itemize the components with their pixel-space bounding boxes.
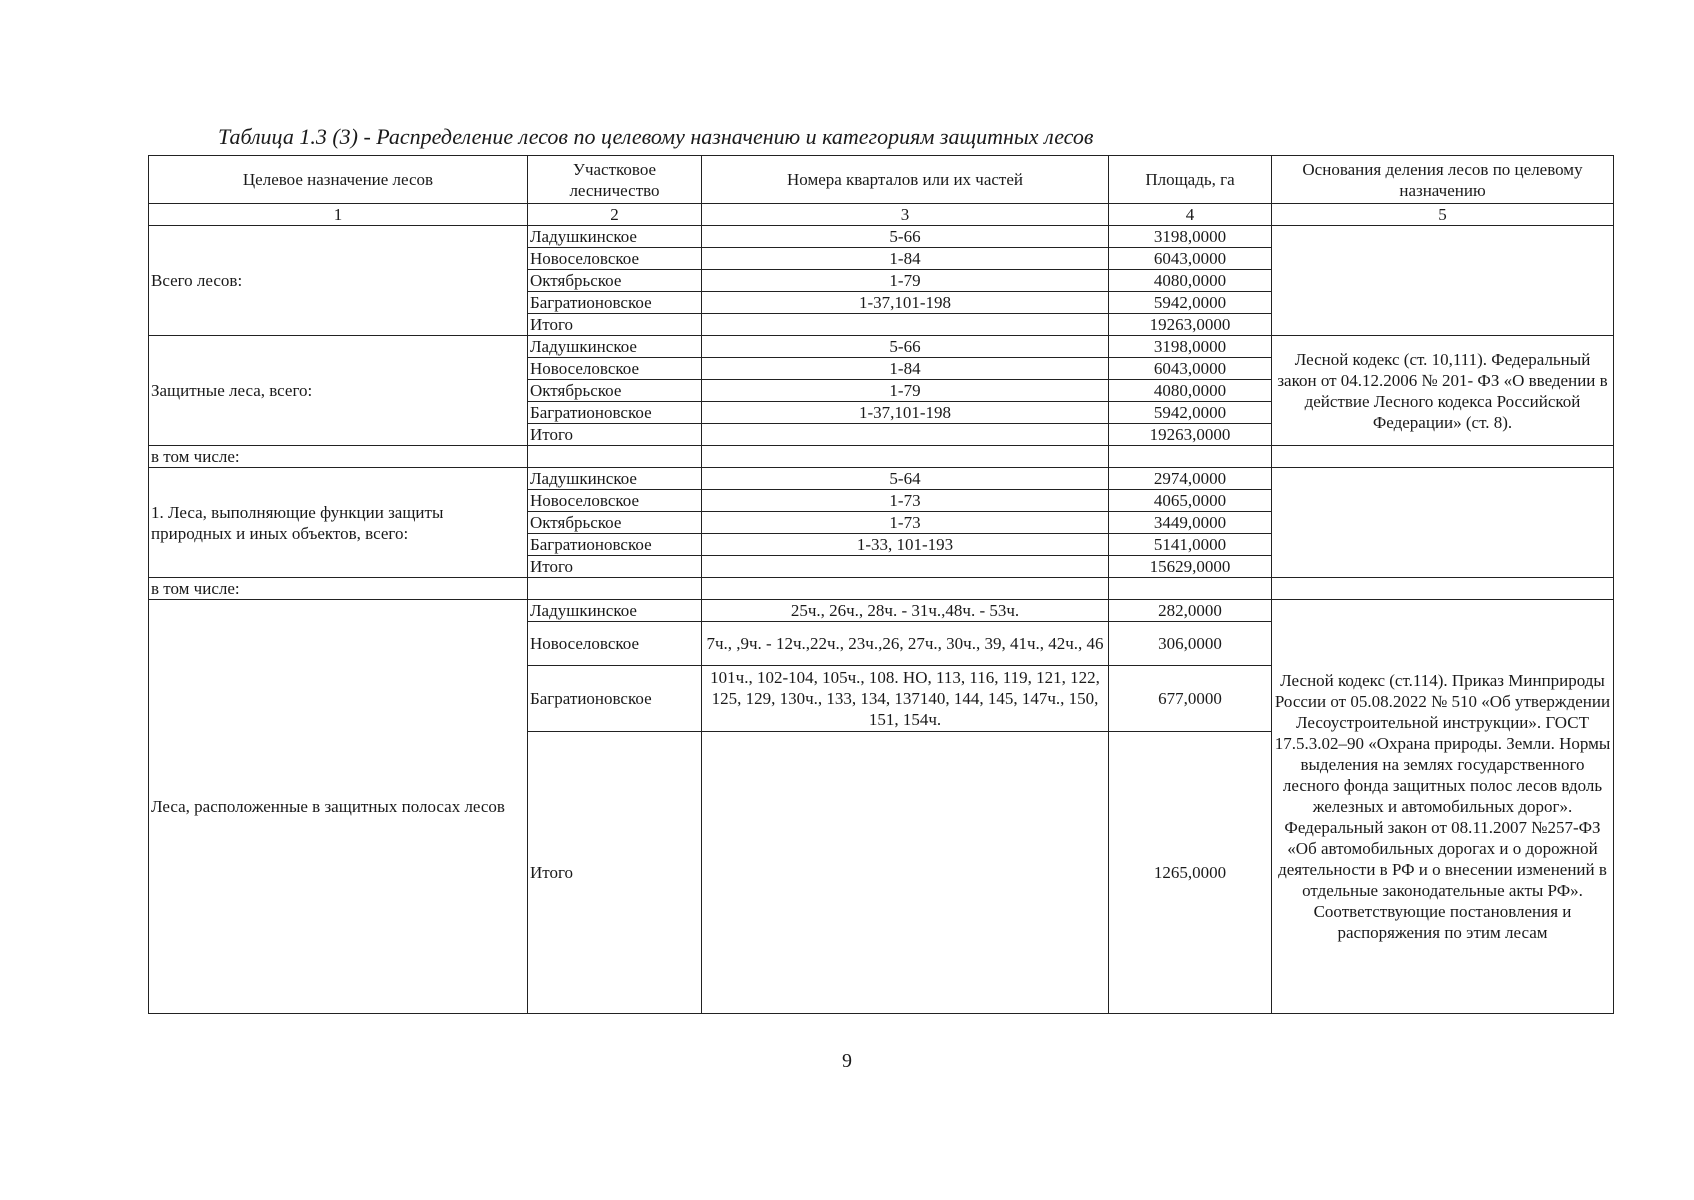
quarters-cell: 5-66 (702, 336, 1109, 358)
area-cell: 3198,0000 (1109, 336, 1272, 358)
header-forestry: Участковое лесничество (528, 156, 702, 204)
forestry-cell: Итого (528, 732, 702, 1014)
forestry-cell: Багратионовское (528, 534, 702, 556)
area-cell: 282,0000 (1109, 600, 1272, 622)
basis-cell: Лесной кодекс (ст.114). Приказ Минприроды России от 05.08.2022 № 510 «Об утверждении Лесоустроительной инструкции». ГОСТ 17.5.3.02–90 «Охрана природы. Земли. Нормы выделения на землях государственного лесного фонда защитных полос лесов вдоль железных и автомобильных дорог». Федеральный закон от 08.11.2007 №257-ФЗ «Об автомобильных дорогах и о дорожной деятельности в РФ и о внесении изменений в отдельные законодательные акты РФ». Соответствующие постановления и распоряжения по этим лесам (1272, 600, 1614, 1014)
forestry-cell: Багратионовское (528, 402, 702, 424)
table-row (149, 336, 1614, 358)
forestry-cell: Октябрьское (528, 380, 702, 402)
header-quarters: Номера кварталов или их частей (702, 156, 1109, 204)
basis-cell: Лесной кодекс (ст. 10,111). Федеральный закон от 04.12.2006 № 201- ФЗ «О введении в действие Лесного кодекса Российской Федерации» (ст. 8). (1272, 336, 1614, 446)
forestry-cell: Ладушкинское (528, 226, 702, 248)
quarters-cell (702, 732, 1109, 1014)
forestry-cell: Новоселовское (528, 622, 702, 666)
table-caption: Таблица 1.3 (3) - Распределение лесов по целевому назначению и категориям защитных лесов (218, 124, 1094, 149)
quarters-cell: 1-73 (702, 490, 1109, 512)
header-row (149, 156, 1614, 204)
column-number: 2 (528, 204, 702, 226)
quarters-cell (702, 314, 1109, 336)
quarters-cell: 1-84 (702, 358, 1109, 380)
group-label: Леса, расположенные в защитных полосах лесов (149, 600, 528, 1014)
area-cell: 19263,0000 (1109, 314, 1272, 336)
empty-cell (1109, 446, 1272, 468)
empty-cell (702, 446, 1109, 468)
forestry-cell: Новоселовское (528, 358, 702, 380)
in-that-number-label: в том числе: (149, 446, 528, 468)
area-cell: 5141,0000 (1109, 534, 1272, 556)
forestry-cell: Новоселовское (528, 248, 702, 270)
quarters-cell: 1-84 (702, 248, 1109, 270)
forestry-cell: Ладушкинское (528, 600, 702, 622)
column-number: 3 (702, 204, 1109, 226)
quarters-cell: 1-37,101-198 (702, 402, 1109, 424)
quarters-cell: 1-73 (702, 512, 1109, 534)
page-number: 9 (842, 1050, 852, 1072)
column-number-row (149, 204, 1614, 226)
area-cell: 6043,0000 (1109, 358, 1272, 380)
in-that-number-label: в том числе: (149, 578, 528, 600)
quarters-cell: 5-66 (702, 226, 1109, 248)
empty-cell (528, 578, 702, 600)
quarters-cell: 25ч., 26ч., 28ч. - 31ч.,48ч. - 53ч. (702, 600, 1109, 622)
quarters-cell: 1-37,101-198 (702, 292, 1109, 314)
forestry-cell: Итого (528, 314, 702, 336)
in-that-number-row (149, 446, 1614, 468)
area-cell: 306,0000 (1109, 622, 1272, 666)
group-label: Всего лесов: (149, 226, 528, 336)
basis-cell (1272, 226, 1614, 336)
quarters-cell: 7ч., ,9ч. - 12ч.,22ч., 23ч.,26, 27ч., 30ч., 39, 41ч., 42ч., 46 (702, 622, 1109, 666)
group-label: 1. Леса, выполняющие функции защиты природных и иных объектов, всего: (149, 468, 528, 578)
forestry-cell: Итого (528, 556, 702, 578)
empty-cell (528, 446, 702, 468)
forest-distribution-table (148, 155, 1614, 1014)
group-label: Защитные леса, всего: (149, 336, 528, 446)
header-area: Площадь, га (1109, 156, 1272, 204)
table-row (149, 468, 1614, 490)
basis-cell (1272, 468, 1614, 578)
quarters-cell (702, 556, 1109, 578)
area-cell: 4080,0000 (1109, 270, 1272, 292)
column-number: 5 (1272, 204, 1614, 226)
empty-cell (1109, 578, 1272, 600)
forestry-cell: Итого (528, 424, 702, 446)
column-number: 1 (149, 204, 528, 226)
forestry-cell: Октябрьское (528, 512, 702, 534)
in-that-number-row (149, 578, 1614, 600)
area-cell: 5942,0000 (1109, 292, 1272, 314)
table-row (149, 226, 1614, 248)
quarters-cell: 1-33, 101-193 (702, 534, 1109, 556)
area-cell: 2974,0000 (1109, 468, 1272, 490)
empty-cell (1272, 446, 1614, 468)
table-row (149, 600, 1614, 622)
area-cell: 1265,0000 (1109, 732, 1272, 1014)
area-cell: 19263,0000 (1109, 424, 1272, 446)
forestry-cell: Октябрьское (528, 270, 702, 292)
area-cell: 3198,0000 (1109, 226, 1272, 248)
forestry-cell: Новоселовское (528, 490, 702, 512)
column-number: 4 (1109, 204, 1272, 226)
forestry-cell: Багратионовское (528, 666, 702, 732)
quarters-cell (702, 424, 1109, 446)
forestry-cell: Ладушкинское (528, 336, 702, 358)
forestry-cell: Ладушкинское (528, 468, 702, 490)
area-cell: 4065,0000 (1109, 490, 1272, 512)
area-cell: 677,0000 (1109, 666, 1272, 732)
area-cell: 6043,0000 (1109, 248, 1272, 270)
area-cell: 5942,0000 (1109, 402, 1272, 424)
quarters-cell: 5-64 (702, 468, 1109, 490)
header-purpose: Целевое назначение лесов (149, 156, 528, 204)
quarters-cell: 1-79 (702, 270, 1109, 292)
quarters-cell: 101ч., 102-104, 105ч., 108. НО, 113, 116, 119, 121, 122, 125, 129, 130ч., 133, 134, 137140, 144, 145, 147ч., 150, 151, 154ч. (702, 666, 1109, 732)
header-basis: Основания деления лесов по целевому назначению (1272, 156, 1614, 204)
forestry-cell: Багратионовское (528, 292, 702, 314)
quarters-cell: 1-79 (702, 380, 1109, 402)
area-cell: 15629,0000 (1109, 556, 1272, 578)
empty-cell (702, 578, 1109, 600)
area-cell: 3449,0000 (1109, 512, 1272, 534)
area-cell: 4080,0000 (1109, 380, 1272, 402)
empty-cell (1272, 578, 1614, 600)
